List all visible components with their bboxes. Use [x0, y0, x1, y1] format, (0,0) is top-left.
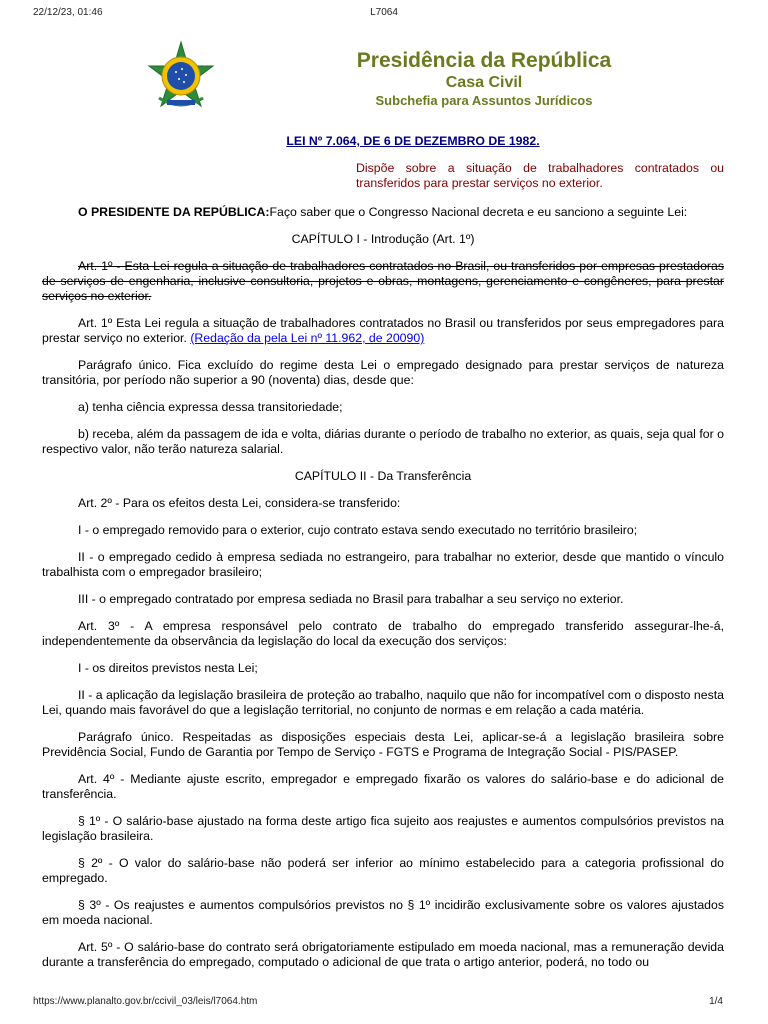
art-1-revoked: Art. 1º - Esta Lei regula a situação de trabalhadores contratados no Brasil, ou transferidos por empresas prestadoras de serviços de engenharia, inclusive consultoria, projetos e obras, montagens, gerenciamento e congêneres, para prestar serviços no exterior. [42, 259, 724, 303]
art-1-paragraph: Parágrafo único. Fica excluído do regime desta Lei o empregado designado para prestar serviços de natureza transitória, por período não superior a 90 (noventa) dias, desde que: [42, 358, 724, 387]
art-3: Art. 3º - A empresa responsável pelo contrato de trabalho do empregado transferido assegurar-lhe-á, independentemente da observância da legislação do local da execução dos serviços: [42, 619, 724, 648]
art-3-item-i: I - os direitos previstos nesta Lei; [78, 661, 258, 675]
art-5-label: Art. 5º - [78, 940, 125, 954]
art-3-item-ii: II - a aplicação da legislação brasileira de proteção ao trabalho, naquilo que não for incompatível com o disposto nesta Lei, quando mais favorável do que a legislação territorial, no conjunto de normas e em relação a cada matéria. [42, 688, 724, 717]
art-2-item-ii: II - o empregado cedido à empresa sediada no estrangeiro, para trabalhar no exterior, desde que mantido o vínculo trabalhista com o empregador brasileiro; [42, 550, 724, 579]
art-1-item-b: b) receba, além da passagem de ida e volta, diárias durante o período de trabalho no exterior, as quais, seja qual for o respectivo valor, não terão natureza salarial. [42, 427, 724, 456]
art-1-reference-link[interactable]: (Redação da pela Lei nº 11.962, de 20090) [190, 331, 425, 345]
preamble-text: Faço saber que o Congresso Nacional decreta e eu sanciono a seguinte Lei: [269, 205, 688, 219]
print-footer [33, 996, 735, 1007]
print-doc-title: L7064 [370, 7, 398, 18]
art-1 [42, 316, 724, 346]
art-4-paragraph-1: § 1º - O salário-base ajustado na forma deste artigo fica sujeito aos reajustes e aumentos compulsórios previstos na legislação brasileira. [42, 814, 724, 843]
art-5 [42, 940, 724, 970]
art-4-text: Mediante ajuste escrito, empregador e empregado fixarão os valores do salário-base e do adicional de transferência. [42, 772, 725, 801]
art-2-label: Art. 2º - [78, 496, 123, 510]
art-2-item-iii: III - o empregado contratado por empresa sediada no Brasil para trabalhar a seu serviço no exterior. [78, 592, 624, 606]
subchefia-subtitle: Subchefia para Assuntos Jurídicos [375, 93, 593, 108]
preamble-bold: O PRESIDENTE DA REPÚBLICA: [78, 205, 270, 219]
government-header [0, 40, 768, 120]
print-datetime: 22/12/23, 01:46 [33, 7, 103, 18]
art-4-paragraph-3: § 3º - Os reajustes e aumentos compulsórios previstos no § 1º incidirão exclusivamente sobre os valores ajustados em moeda nacional. [42, 898, 724, 927]
presidency-title: Presidência da República [356, 49, 612, 72]
art-1-label: Art. 1º [78, 316, 113, 330]
print-url: https://www.planalto.gov.br/ccivil_03/leis/l7064.htm [33, 996, 258, 1007]
preamble [42, 205, 724, 220]
law-content [42, 128, 724, 982]
art-5-text: O salário-base do contrato será obrigatoriamente estipulado em moeda nacional, mas a remuneração devida durante a transferência do empregado, computado o adicional de que trata o artigo anterior, poderá, no todo ou [42, 940, 724, 969]
casa-civil-subtitle: Casa Civil [445, 74, 523, 91]
art-1-text: Esta Lei regula a situação de trabalhadores contratados no Brasil ou transferidos por seus empregadores para prestar serviço no exterior. [42, 316, 724, 345]
law-ementa: Dispõe sobre a situação de trabalhadores contratados ou transferidos para prestar serviços no exterior. [356, 161, 724, 190]
art-4 [42, 772, 724, 802]
art-1-item-a: a) tenha ciência expressa dessa transitoriedade; [78, 400, 343, 414]
law-title [42, 134, 724, 149]
art-2-text: Para os efeitos desta Lei, considera-se transferido: [122, 496, 401, 510]
art-2-item-i: I - o empregado removido para o exterior, cujo contrato estava sendo executado no território brasileiro; [78, 523, 638, 537]
chapter-1-heading: CAPÍTULO I - Introdução (Art. 1º) [291, 232, 475, 246]
government-titles [200, 49, 768, 110]
art-4-paragraph-2: § 2º - O valor do salário-base não poderá ser inferior ao mínimo estabelecido para a categoria profissional do empregado. [42, 856, 724, 885]
law-title-link[interactable]: LEI Nº 7.064, DE 6 DE DEZEMBRO DE 1982. [286, 134, 540, 148]
art-4-label: Art. 4º - [78, 772, 131, 786]
chapter-2-heading: CAPÍTULO II - Da Transferência [294, 469, 472, 483]
art-3-paragraph: Parágrafo único. Respeitadas as disposições especiais desta Lei, aplicar-se-á a legislação brasileira sobre Previdência Social, Fundo de Garantia por Tempo de Serviço - FGTS e Programa de Integração Social - PIS/PASEP. [42, 730, 724, 759]
art-2 [42, 496, 724, 511]
print-page-number: 1/4 [709, 996, 723, 1007]
